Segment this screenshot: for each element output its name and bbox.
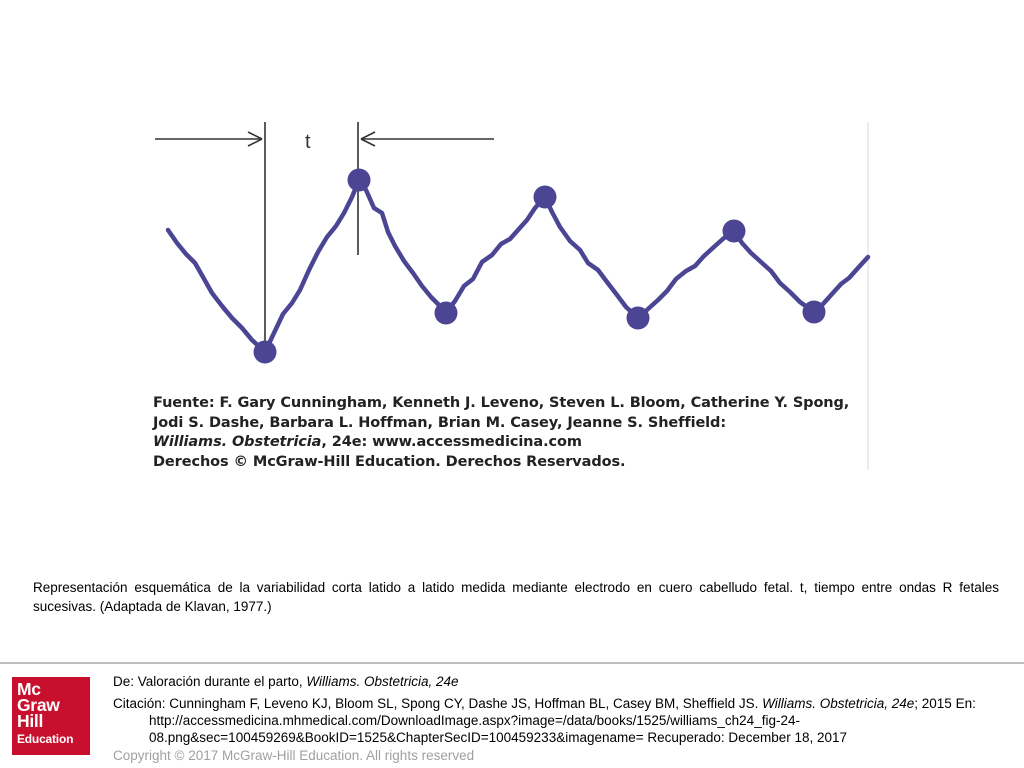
source-line: Fuente: F. Gary Cunningham, Kenneth J. Leveno, Steven L. Bloom, Catherine Y. Spong,	[153, 395, 850, 411]
from-line	[113, 673, 1013, 690]
peak-marker	[723, 220, 746, 243]
mcgraw-hill-education-logo	[12, 677, 90, 755]
logo-line: Hill	[17, 711, 44, 731]
logo-line: Graw	[17, 695, 60, 715]
figure-source-credit	[153, 394, 867, 472]
from-prefix: De: Valoración durante el parto,	[113, 674, 307, 689]
figure-caption: Representación esquemática de la variabilidad corta latido a latido medida mediante electrodo en cuero cabelludo fetal. t, tiempo entre ondas R fetales sucesivas. (Adaptada de Klavan, 1977.)	[33, 580, 999, 614]
interval-label: t	[305, 131, 311, 153]
peak-marker	[534, 186, 557, 209]
copyright: Copyright © 2017 McGraw-Hill Education. All rights reserved	[113, 748, 475, 763]
citation-book: Williams. Obstetricia, 24e	[762, 696, 915, 711]
source-line: Jodi S. Dashe, Barbara L. Hoffman, Brian M. Casey, Jeanne S. Sheffield:	[153, 414, 727, 431]
logo-line: Mc	[17, 679, 41, 699]
logo-line: Education	[17, 732, 74, 746]
citation-rest: ; 2015 En: http://accessmedicina.mhmedical.com/DownloadImage.aspx?image=/data/books/1525/williams_ch24_fig-24-08.png&sec=100459269&BookID=1525&ChapterSecID=100459233&imagename= Recuperado: December 18, 2017	[149, 696, 976, 745]
citation-prefix: Citación: Cunningham F, Leveno KJ, Bloom SL, Spong CY, Dashe JS, Hoffman BL, Casey BM, Sheffield JS.	[113, 696, 763, 711]
waveform-line	[168, 180, 868, 352]
source-line: Derechos © McGraw-Hill Education. Derechos Reservados.	[153, 453, 626, 470]
from-book: Williams. Obstetricia, 24e	[306, 674, 459, 689]
peak-marker	[348, 169, 371, 192]
footer	[113, 673, 1013, 764]
trough-marker	[254, 341, 277, 364]
source-url: , 24e: www.accessmedicina.com	[321, 434, 582, 451]
footer-divider	[0, 662, 1024, 664]
source-line	[153, 433, 867, 453]
source-book-title: Williams. Obstetricia	[153, 434, 322, 451]
trough-marker	[627, 307, 650, 330]
trough-marker	[803, 301, 826, 324]
citation	[113, 695, 1013, 746]
trough-marker	[435, 302, 458, 325]
